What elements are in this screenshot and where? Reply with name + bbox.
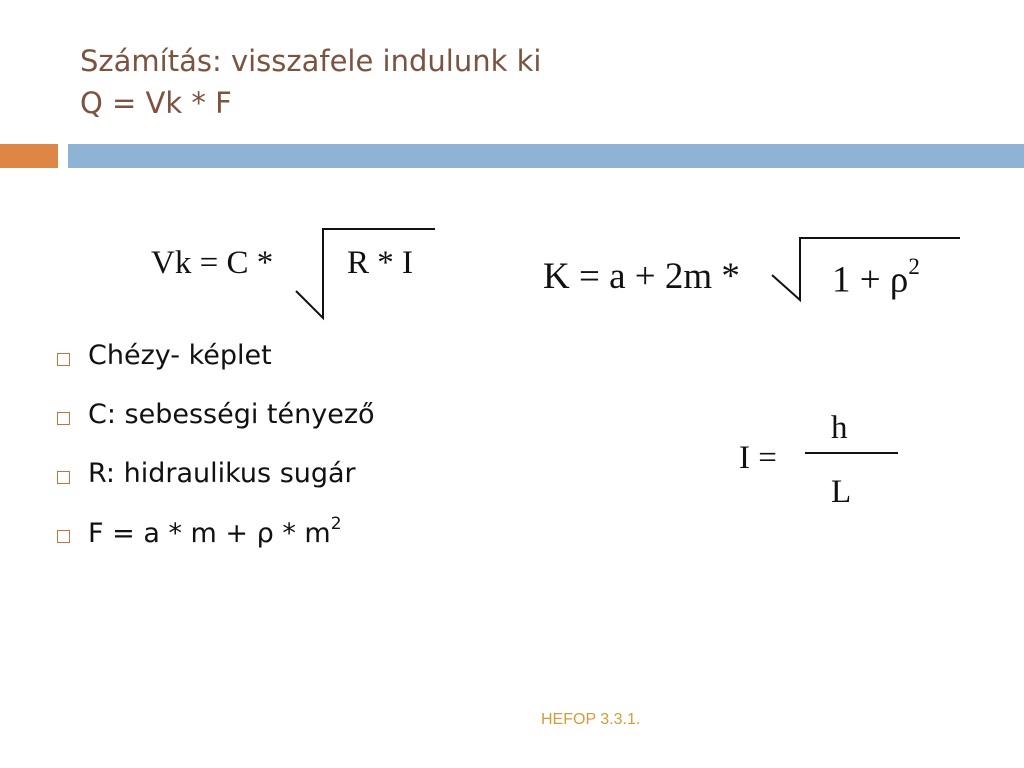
bullet-text: R: hidraulikus sugár bbox=[88, 458, 356, 489]
bullet-list bbox=[57, 340, 375, 576]
bullet-square-icon bbox=[57, 412, 70, 425]
formula3-denominator: L bbox=[831, 474, 852, 510]
formula1-radicand: R * I bbox=[347, 245, 413, 281]
bullet-text: Chézy- képlet bbox=[88, 340, 272, 371]
list-item bbox=[57, 399, 375, 458]
formula2-radicand bbox=[832, 254, 920, 301]
list-item bbox=[57, 340, 375, 399]
formula1-left: Vk = C * bbox=[151, 245, 274, 281]
title-line-1: Számítás: visszafele indulunk ki bbox=[80, 44, 542, 78]
bullet-text-main: F = a * m + ρ * m bbox=[88, 518, 331, 549]
bullet-square-icon bbox=[57, 530, 70, 543]
bullet-exponent: 2 bbox=[330, 514, 342, 534]
formula3-numerator: h bbox=[831, 410, 848, 446]
formula2-exponent: 2 bbox=[908, 254, 920, 279]
formula2-left: K = a + 2m * bbox=[543, 256, 740, 297]
bullet-square-icon bbox=[57, 471, 70, 484]
bullet-square-icon bbox=[57, 353, 70, 366]
bullet-text bbox=[88, 514, 342, 549]
formula3-left: I = bbox=[739, 440, 777, 476]
formula2-radicand-base: 1 + ρ bbox=[832, 259, 909, 301]
list-item bbox=[57, 458, 375, 517]
list-item bbox=[57, 514, 375, 576]
title-line-2: Q = Vk * F bbox=[80, 86, 232, 120]
footer-text: HEFOP 3.3.1. bbox=[541, 711, 641, 728]
bullet-text: C: sebességi tényező bbox=[88, 399, 375, 430]
